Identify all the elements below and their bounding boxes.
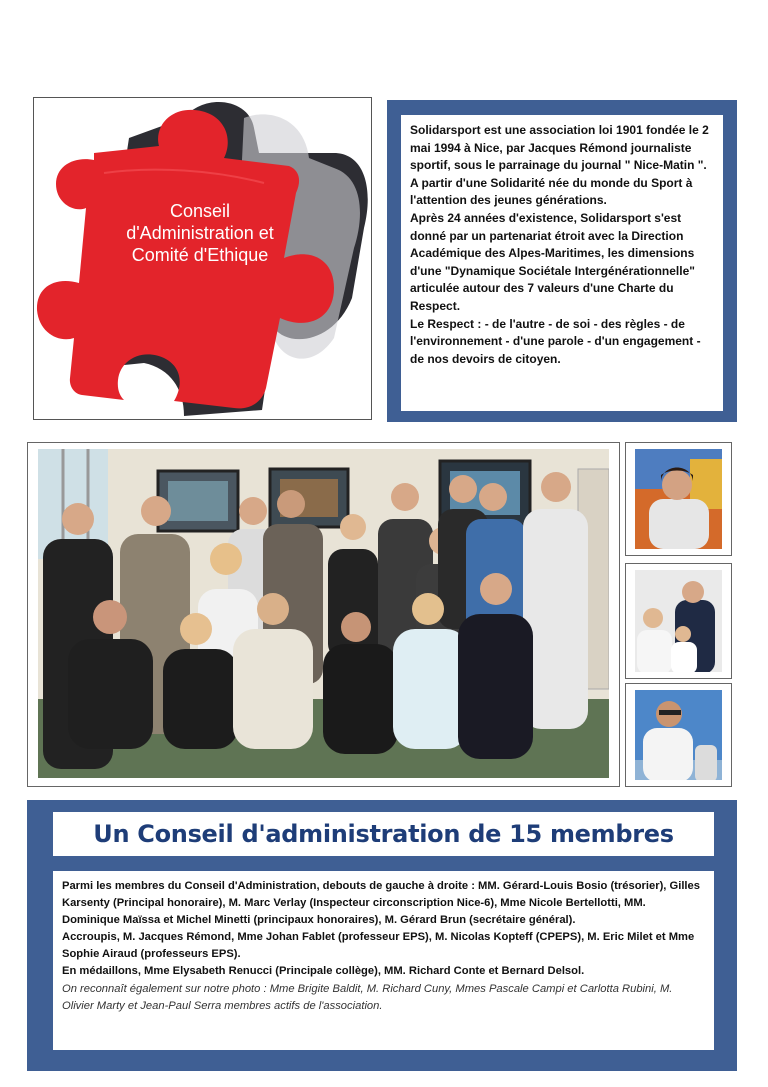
group-photo-frame xyxy=(27,442,620,787)
intro-text-box xyxy=(401,115,723,411)
caption-paragraph-2: Accroupis, M. Jacques Rémond, Mme Johan Fablet (professeur EPS), M. Nicolas Kopteff (CPEPS), M. Eric Milet et Mme Sophie Airaud (professeurs EPS). xyxy=(62,931,695,961)
puzzle-line-2: d'Administration et xyxy=(126,223,274,243)
intro-paragraph-3: Après 24 années d'existence, Solidarsport s'est donné par un partenariat étroit avec la Direction Académique des Alpes-Maritimes, les dimensions d'une "Dynamique Sociétale Intergénérationnelle" articulée autour des 7 valeurs d'une Charte du Respect. xyxy=(410,210,695,313)
puzzle-line-1: Conseil xyxy=(169,201,231,221)
intro-paragraph-1: Solidarsport est une association loi 1901 fondée le 2 mai 1994 à Nice, par Jacques Rémond journaliste sportif, sous le parrainage du journal " Nice-Matin ". xyxy=(410,123,709,173)
medallion-image-3 xyxy=(635,690,722,780)
intro-panel xyxy=(387,100,737,422)
medallion-image-2 xyxy=(635,570,722,672)
group-photo xyxy=(38,449,609,778)
puzzle-line-3: Comité d'Ethique xyxy=(131,245,269,265)
puzzle-caption xyxy=(100,200,300,266)
caption-text-box xyxy=(53,871,714,1050)
caption-paragraph-1: Parmi les membres du Conseil d'Administration, debouts de gauche à droite : MM. Gérard-Louis Bosio (trésorier), Gilles Karsenty (Principal honoraire), M. Marc Verlay (Inspecteur circonscription Nice-6), Mme Nicole Bertellotti, MM. Dominique Maïssa et Michel Minetti (principaux honoraires), M. Gérard Brun (secrétaire général). xyxy=(62,880,700,927)
bottom-panel xyxy=(27,800,737,1071)
caption-paragraph-3: En médaillons, Mme Elysabeth Renucci (Principale collège), MM. Richard Conte et Bernard Delsol. xyxy=(62,965,585,978)
puzzle-graphic xyxy=(33,97,372,420)
medallion-photo-1 xyxy=(625,442,732,556)
medallion-photo-3 xyxy=(625,683,732,787)
group-photo-image xyxy=(38,449,609,778)
medallion-image-1 xyxy=(635,449,722,549)
intro-paragraph-4: Le Respect : - de l'autre - de soi - des règles - de l'environnement - d'une parole - d'un engagement - de nos devoirs de citoyen. xyxy=(410,316,701,366)
intro-paragraph-2: A partir d'une Solidarité née du monde du Sport à l'attention des jeunes générations. xyxy=(410,175,693,208)
medallion-photo-2 xyxy=(625,563,732,679)
section-title: Un Conseil d'administration de 15 membres xyxy=(53,812,714,856)
caption-note: On reconnaît également sur notre photo : Mme Brigite Baldit, M. Richard Cuny, Mmes Pascale Campi et Carlotta Rubini, M. Olivier Marty et Jean-Paul Serra membres actifs de l'association. xyxy=(62,982,673,1012)
